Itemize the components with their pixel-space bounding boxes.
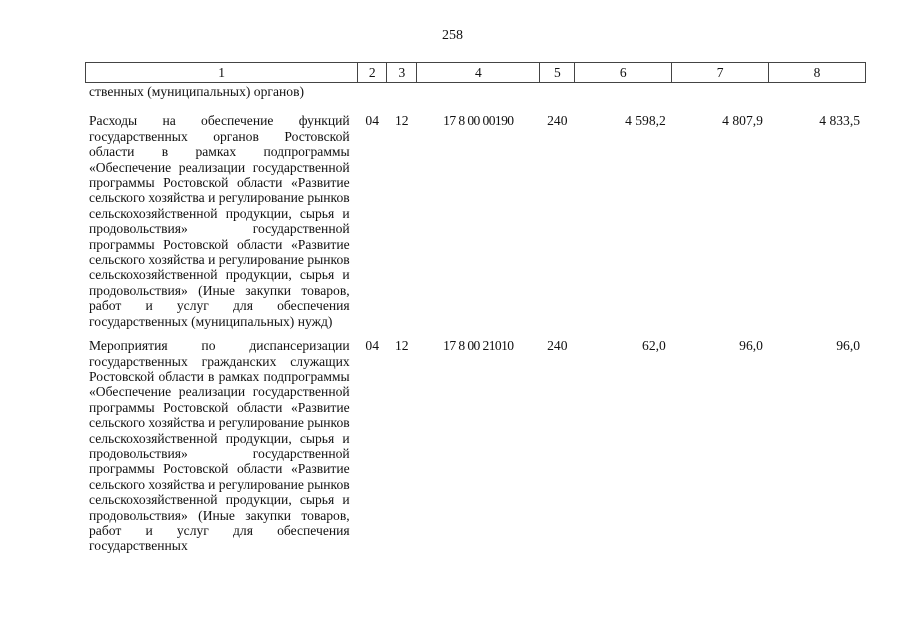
row-amount-col8: 96,0	[836, 338, 861, 354]
budget-table	[85, 62, 866, 554]
row-section: 04	[365, 338, 379, 354]
row-target-article: 17 8 00 00190	[443, 113, 514, 129]
table-row	[85, 113, 866, 329]
row-amount-col7: 4 807,9	[722, 113, 763, 129]
page-number: 258	[442, 28, 463, 43]
row-description: Расходы на обеспечение функций государственных органов Ростовской области в рамках подпрограммы «Обеспечение реализации государственной программы Ростовской области «Развитие сельского хозяйства и регулирование рынков сельскохозяйственной продукции, сырья и продовольствия» государственной программы Ростовской области «Развитие сельского хозяйства и регулирование рынков сельскохозяйственной продукции, сырья и продовольствия» (Иные закупки товаров, работ и услуг для обеспечения государственных (муниципальных) нужд)	[89, 113, 350, 329]
table-row-continuation	[85, 84, 866, 99]
row-amount-col6: 62,0	[642, 338, 666, 354]
header-col-8: 8	[769, 63, 866, 82]
row-expense-type: 240	[547, 338, 568, 354]
table-row	[85, 338, 866, 554]
row-subsection: 12	[394, 338, 409, 354]
row-section: 04	[365, 113, 379, 129]
header-col-7: 7	[672, 63, 769, 82]
row-amount-col6: 4 598,2	[625, 113, 666, 129]
row-expense-type: 240	[547, 113, 568, 129]
row-target-article: 17 8 00 21010	[443, 338, 514, 354]
header-col-1: 1	[86, 63, 358, 82]
header-col-5: 5	[540, 63, 575, 82]
row-description: Мероприятия по диспансеризации государственных гражданских служащих Ростовской области в рамках подпрограммы «Обеспечение реализации государственной программы Ростовской области «Развитие сельского хозяйства и регулирование рынков сельскохозяйственной продукции, сырья и продовольствия» государственной программы Ростовской области «Развитие сельского хозяйства и регулирование рынков сельскохозяйственной продукции, сырья и продовольствия» (Иные закупки товаров, работ и услуг для обеспечения государственных	[89, 338, 350, 554]
header-col-4: 4	[417, 63, 540, 82]
header-col-2: 2	[358, 63, 387, 82]
row-amount-col7: 96,0	[739, 338, 763, 354]
row-subsection: 12	[394, 113, 409, 129]
row-amount-col8: 4 833,5	[819, 113, 861, 129]
header-col-6: 6	[575, 63, 672, 82]
header-col-3: 3	[387, 63, 417, 82]
continuation-text: ственных (муниципальных) органов)	[89, 84, 305, 99]
table-header-row	[85, 62, 866, 83]
